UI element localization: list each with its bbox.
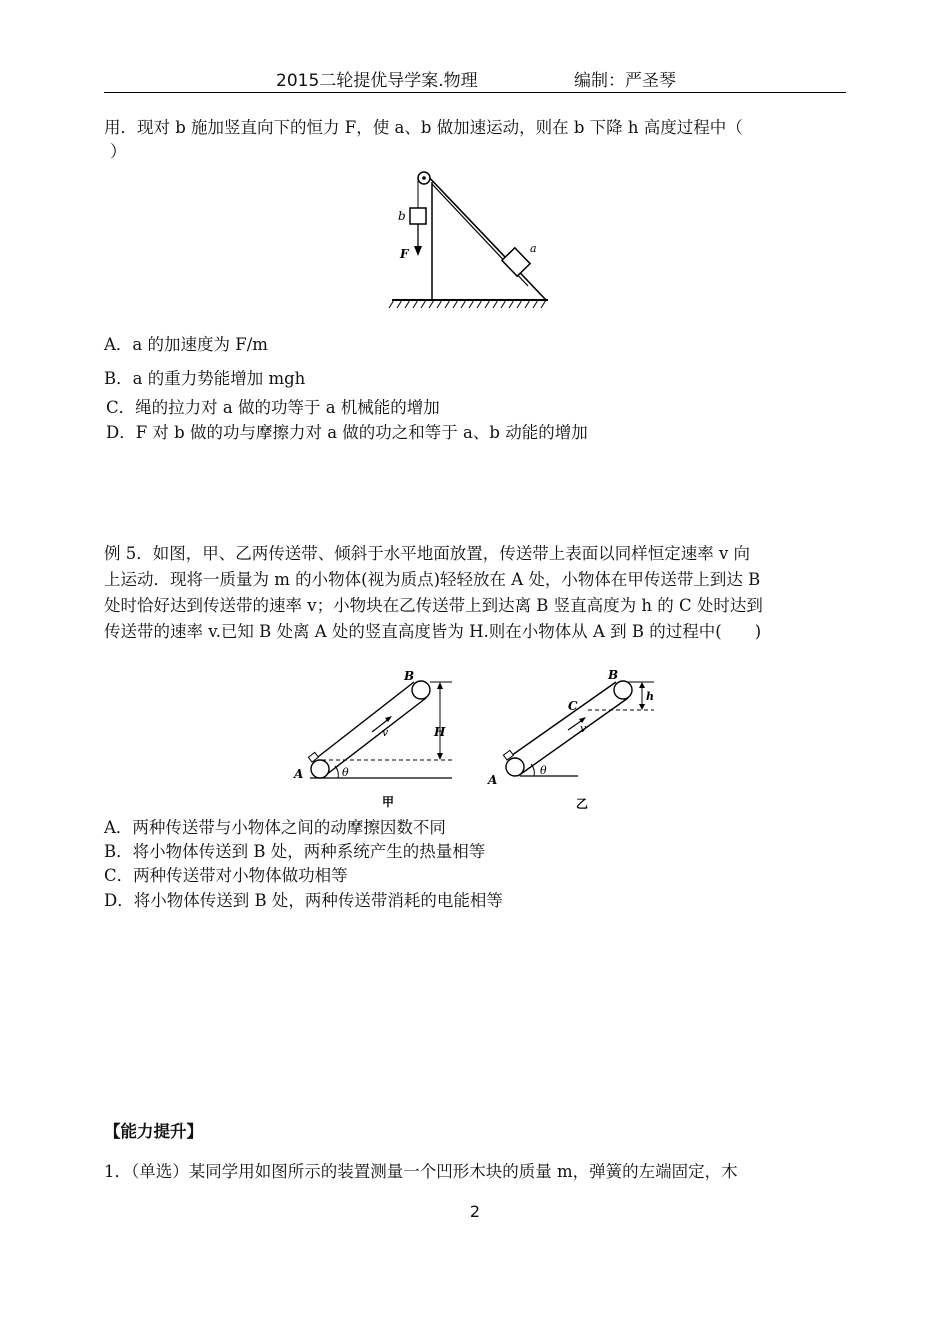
label-F: F [400,247,409,261]
conveyor-figure-yi [484,660,660,812]
jia-label-H: H [434,725,446,739]
q4-option-a: A．a 的加速度为 F/m [104,335,268,354]
yi-label-C: C [568,699,578,713]
page-number: 2 [469,1202,481,1221]
q5-option-d: D．将小物体传送到 B 处，两种传送带消耗的电能相等 [104,891,503,910]
q1-text: 1．（单选）某同学用如图所示的装置测量一个凹形木块的质量 m，弹簧的左端固定，木 [104,1162,738,1181]
page-header [104,66,846,93]
q4-stem-line1: 用．现对 b 施加竖直向下的恒力 F，使 a、b 做加速运动，则在 b 下降 h 高度过程中（ [104,118,743,137]
q5-line4: 传送带的速率 v.已知 B 处离 A 处的竖直高度皆为 H.则在小物体从 A 到 B 的过程中( ) [104,622,762,641]
q5-option-a: A．两种传送带与小物体之间的动摩擦因数不同 [104,818,446,837]
jia-caption: 甲 [382,795,395,809]
label-b: b [398,209,406,223]
jia-label-B: B [404,669,415,683]
q4-stem-line2: ） [110,142,127,161]
yi-label-theta: θ [540,764,547,777]
q5-option-b: B．将小物体传送到 B 处，两种系统产生的热量相等 [104,842,486,861]
yi-label-A: A [488,773,498,787]
header-title: 2015二轮提优导学案.物理 [276,71,478,91]
q4-option-c: C．绳的拉力对 a 做的功等于 a 机械能的增加 [106,398,440,417]
pulley-incline-figure [388,166,554,314]
yi-label-B: B [608,668,619,682]
conveyor-figure-jia [286,660,458,812]
jia-label-A: A [294,767,304,781]
q5-line1: 例 5．如图，甲、乙两传送带、倾斜于水平地面放置，传送带上表面以同样恒定速率 v 向 [104,544,751,563]
jia-label-theta: θ [342,766,349,779]
label-a: a [530,242,537,255]
yi-label-h: h [646,690,654,703]
yi-label-v: v [580,722,587,735]
header-editor: 编制：严圣琴 [574,71,676,91]
q4-option-b: B．a 的重力势能增加 mgh [104,369,306,388]
section-heading: 【能力提升】 [104,1122,203,1141]
q4-option-d: D．F 对 b 做的功与摩擦力对 a 做的功之和等于 a、b 动能的增加 [106,423,588,442]
q5-option-c: C．两种传送带对小物体做功相等 [104,866,348,885]
jia-label-v: v [382,726,389,739]
q5-line2: 上运动．现将一质量为 m 的小物体(视为质点)轻轻放在 A 处，小物体在甲传送带上到达 B [104,570,761,589]
yi-caption: 乙 [576,797,589,811]
q5-line3: 处时恰好达到传送带的速率 v；小物块在乙传送带上到达离 B 竖直高度为 h 的 C 处时达到 [104,596,763,615]
